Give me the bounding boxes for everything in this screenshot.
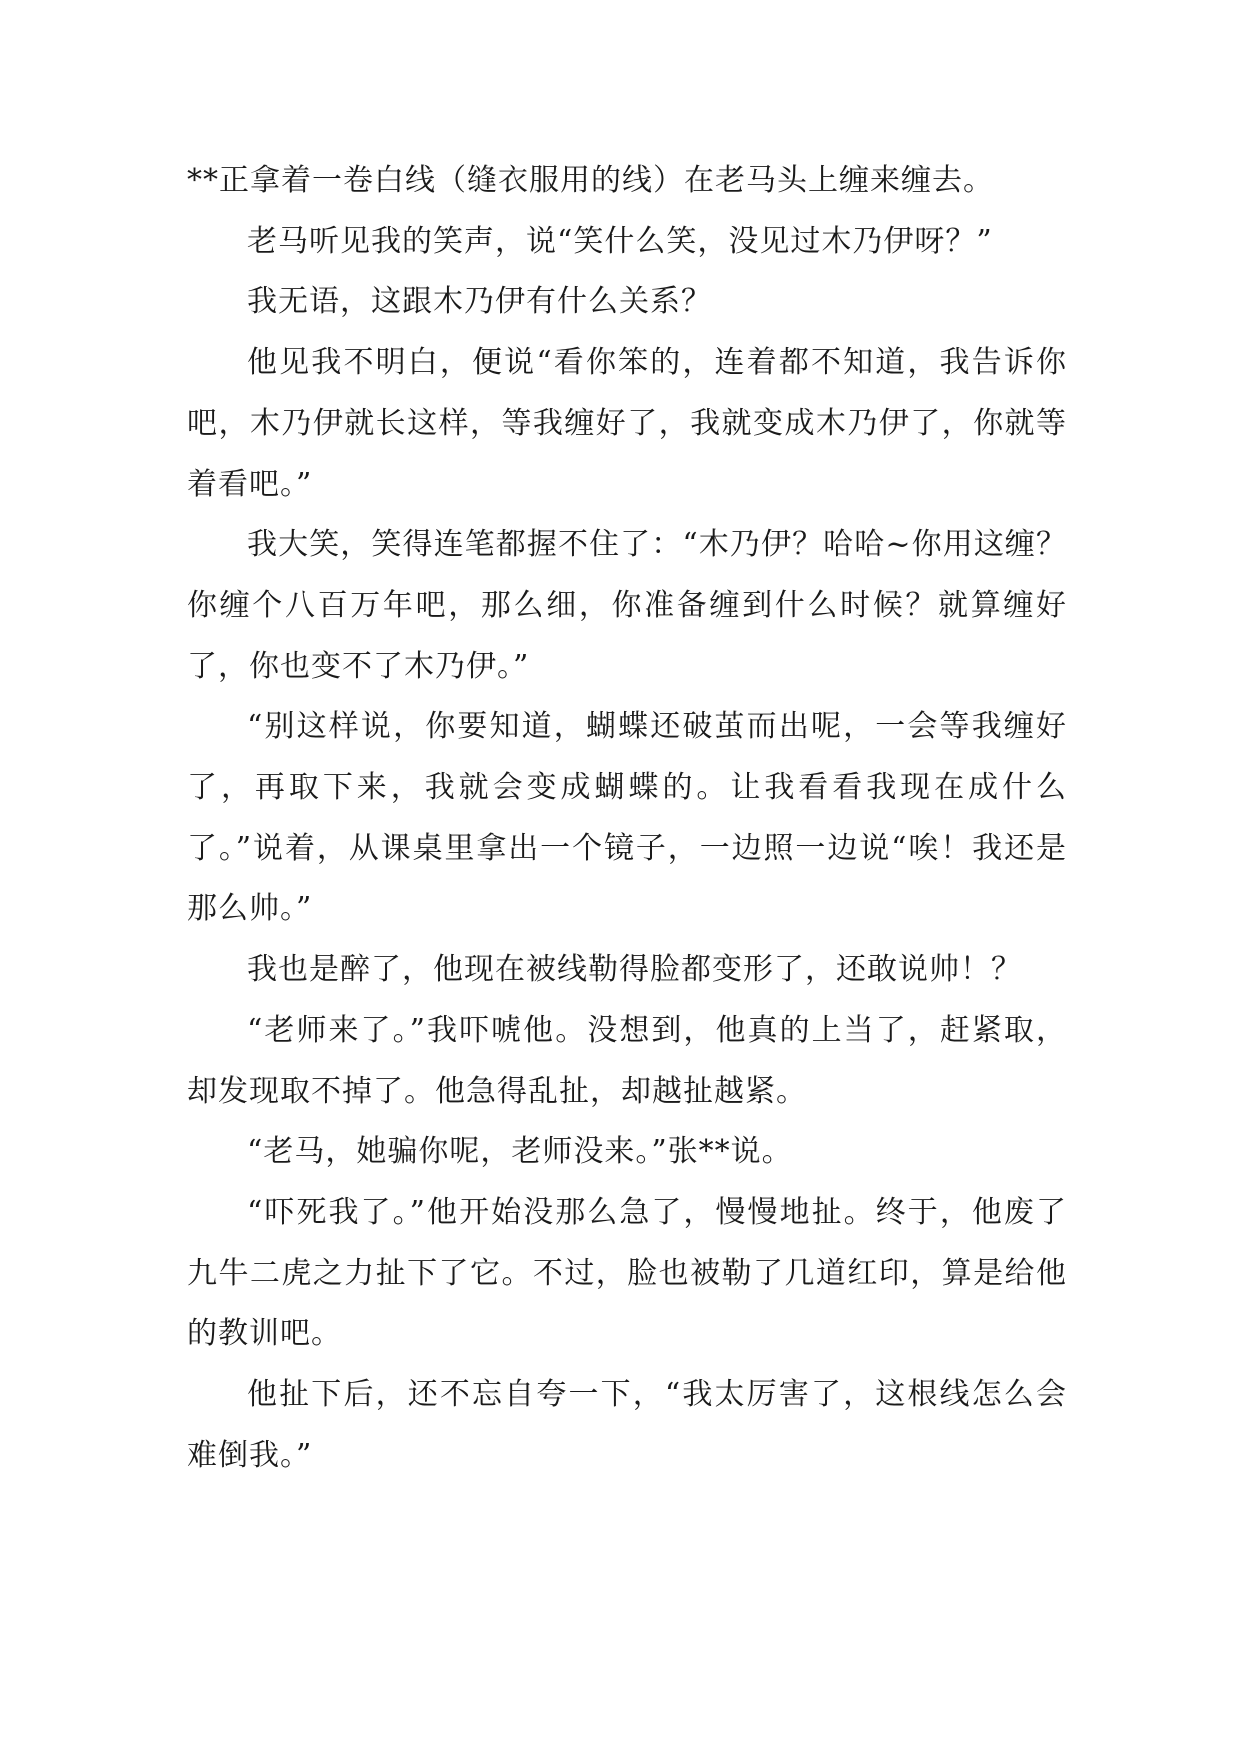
- paragraph-9: “老马，她骗你呢，老师没来。”张**说。: [247, 1134, 793, 1170]
- paragraph-6: “别这样说，你要知道，蝴蝶还破茧而出呢，一会等我缠好了，再取下来，我就会变成蝴蝶的。让我看看我现在成什么了。”说着，从课桌里拿出一个镜子，一边照一边说“唉！我还是那么帅。”: [187, 709, 1067, 927]
- paragraph-8: “老师来了。”我吓唬他。没想到，他真的上当了，赶紧取，却发现取不掉了。他急得乱扯，却越扯越紧。: [187, 1012, 1067, 1109]
- paragraph-5: 我大笑，笑得连笔都握不住了：“木乃伊？哈哈~你用这缠？你缠个八百万年吧，那么细，你准备缠到什么时候？就算缠好了，你也变不了木乃伊。”: [187, 527, 1067, 684]
- paragraph-11: 他扯下后，还不忘自夸一下，“我太厉害了，这根线怎么会难倒我。”: [187, 1377, 1067, 1473]
- paragraph-10: “吓死我了。”他开始没那么急了，慢慢地扯。终于，他废了九牛二虎之力扯下了它。不过，脸也被勒了几道红印，算是给他的教训吧。: [187, 1194, 1067, 1352]
- paragraph-7: 我也是醉了，他现在被线勒得脸都变形了，还敢说帅！？: [247, 952, 1022, 988]
- paragraph-4: 他见我不明白，便说“看你笨的，连着都不知道，我告诉你吧，木乃伊就长这样，等我缠好了，我就变成木乃伊了，你就等着看吧。”: [187, 345, 1067, 502]
- story-text: [187, 151, 1067, 1486]
- paragraph-1: **正拿着一卷白线（缝衣服用的线）在老马头上缠来缠去。: [187, 163, 994, 198]
- paragraph-3: 我无语，这跟木乃伊有什么关系？: [247, 284, 712, 320]
- paragraph-2: 老马听见我的笑声，说“笑什么笑，没见过木乃伊呀？”: [247, 223, 993, 259]
